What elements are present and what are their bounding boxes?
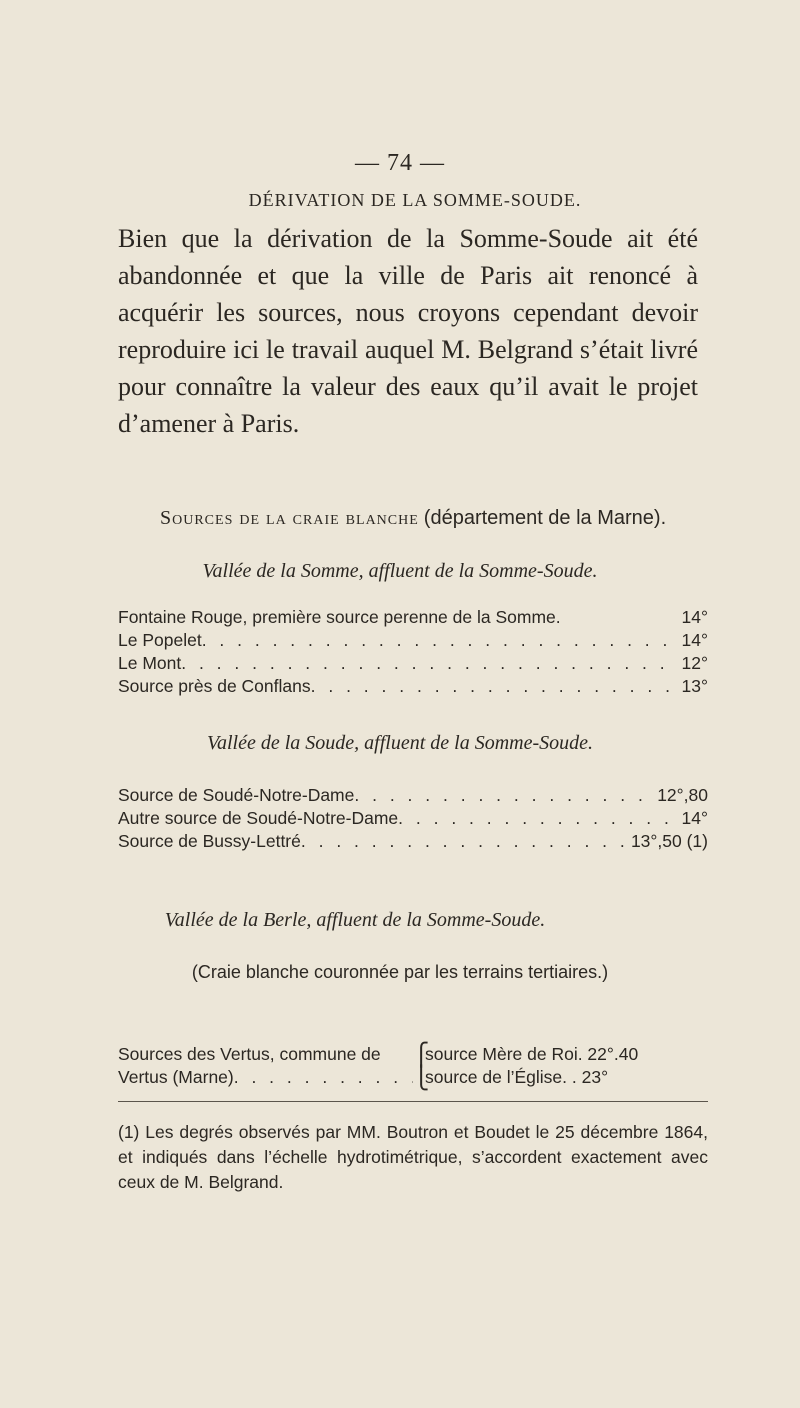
item-name: Autre source de Soudé-Notre-Dame [118,808,399,828]
intro-paragraph: Bien que la dérivation de la Somme-Soude ait été abandonnée et que la ville de Paris ait renoncé à acquérir les sources, nous croyons cependant devoir reproduire ici le travail auquel M. Belgrand s’était livré pour connaître la valeur des eaux qu’il avait le projet d’amener à Paris. [118,224,698,438]
brace-bottom-icon: ⎩ [413,1065,430,1090]
item-name: Source de Bussy-Lettré [118,831,301,851]
item-value: 14° [681,630,708,650]
leader-dots [354,784,653,807]
geology-note: (Craie blanche couronnée par les terrains tertiaires.) [191,962,609,982]
subtitle-berle: Vallée de la Berle, affluent de la Somme-Soude. [164,909,546,931]
list-item [118,606,708,629]
list-item [118,629,708,652]
leader-dots [181,652,677,675]
item-value: 14° [681,808,708,828]
item-name: Source de Soudé-Notre-Dame [118,785,355,805]
leader-dots [311,675,678,698]
vertus-row [118,1043,718,1066]
vertus-right-1: source Mère de Roi. 22°.40 [425,1044,639,1064]
list-item [118,675,708,698]
list-soude [118,784,708,853]
footnote: (1) Les degrés observés par MM. Boutron et Boudet le 25 décembre 1864, et indiqués dans l’échelle hydrotimétrique, s’accordent exactement avec ceux de M. Belgrand. [118,1122,708,1192]
footnote-divider [118,1101,708,1102]
list-item [118,652,708,675]
section-title-rest: (département de la Marne). [423,507,667,529]
list-somme [118,606,708,698]
list-item [118,784,708,807]
item-value: 12°,80 [657,785,708,805]
vertus-row [118,1066,718,1089]
item-name: Le Popelet [118,630,202,650]
vertus-left-2: Vertus (Marne) [118,1067,234,1087]
subtitle-somme: Vallée de la Somme, affluent de la Somme-Soude. [202,560,598,582]
item-value: 13° [681,676,708,696]
item-name: Le Mont [118,653,182,673]
page-heading: DÉRIVATION DE LA SOMME-SOUDE. [248,190,582,210]
item-name: Fontaine Rouge, première source perenne de la Somme. [118,607,561,627]
page-number: — 74 — [355,150,445,176]
item-value: 14° [681,607,708,627]
section-title [160,507,666,530]
subtitle-soude: Vallée de la Soude, affluent de la Somme-Soude. [206,732,593,754]
list-item [118,830,708,853]
vertus-right-2: source de l’Église. . 23° [425,1067,609,1087]
leader-dots [234,1066,413,1089]
section-title-caps: Sources de la craie blanche [160,507,419,529]
item-name: Source près de Conflans [118,676,311,696]
vertus-sources [118,1043,718,1089]
vertus-left-1: Sources des Vertus, commune de [118,1044,381,1064]
leader-dots [301,830,627,853]
leader-dots [398,807,677,830]
leader-dots [202,629,678,652]
item-value: 13°,50 (1) [630,831,708,851]
brace-top-icon: ⎧ [413,1042,430,1067]
item-value: 12° [681,653,708,673]
list-item [118,807,708,830]
